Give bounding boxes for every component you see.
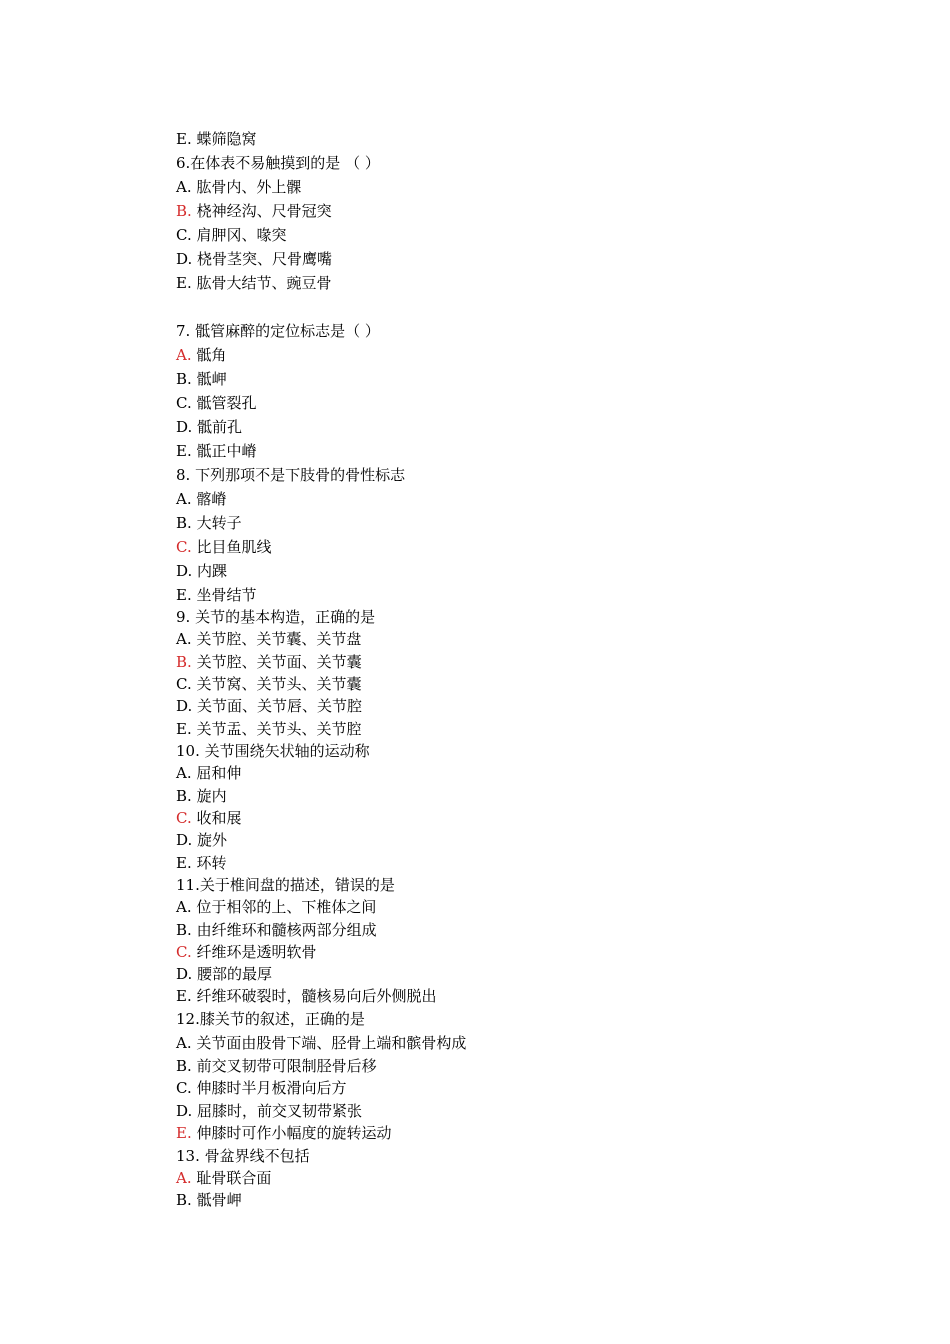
option-line (176, 986, 437, 1006)
option-text: 关节面、关节唇、关节腔 (192, 697, 363, 715)
option-text: 肩胛冈、喙突 (191, 226, 287, 244)
option-letter: A. (176, 764, 192, 782)
option-letter: C. (176, 675, 192, 693)
option-line (176, 513, 242, 533)
option-line (176, 1078, 347, 1098)
option-letter: E. (176, 720, 192, 738)
option-letter: C. (176, 394, 192, 412)
question-line (176, 321, 380, 341)
option-text: 屈和伸 (191, 764, 242, 782)
option-text: 桡骨茎突、尺骨鹰嘴 (192, 250, 333, 268)
option-letter: D. (176, 1102, 193, 1120)
option-text: 骶角 (191, 346, 227, 364)
option-text: 关节腔、关节囊、关节盘 (191, 630, 362, 648)
option-line (176, 1056, 377, 1076)
option-text: 骶前孔 (192, 418, 243, 436)
option-text: 由纤维环和髓核两部分组成 (191, 921, 377, 939)
option-text: 内踝 (192, 562, 228, 580)
option-text: 位于相邻的上、下椎体之间 (191, 898, 377, 916)
option-text: 骶骨岬 (191, 1191, 242, 1209)
option-line (176, 763, 241, 783)
answer-letter: A. (176, 346, 192, 364)
option-line (176, 369, 227, 389)
question-text: 10. 关节围绕矢状轴的运动称 (176, 742, 370, 760)
option-text: 坐骨结节 (191, 586, 257, 604)
option-letter: E. (176, 274, 192, 292)
question-line (176, 153, 380, 173)
option-text: 肱骨内、外上髁 (191, 178, 302, 196)
option-text: 环转 (191, 854, 227, 872)
option-letter: D. (176, 965, 193, 983)
option-letter: D. (176, 562, 193, 580)
question-text: 6.在体表不易触摸到的是 （ ） (176, 154, 380, 172)
option-line (176, 830, 227, 850)
option-text: 屈膝时，前交叉韧带紧张 (192, 1102, 363, 1120)
option-text: 蝶筛隐窝 (191, 130, 257, 148)
option-text: 收和展 (191, 809, 242, 827)
option-text: 纤维环破裂时，髓核易向后外侧脱出 (191, 987, 437, 1005)
option-letter: C. (176, 226, 192, 244)
option-letter: E. (176, 586, 192, 604)
answer-letter: C. (176, 538, 192, 556)
option-letter: A. (176, 490, 192, 508)
option-text: 伸膝时可作小幅度的旋转运动 (191, 1124, 392, 1142)
option-letter: B. (176, 514, 192, 532)
option-line (176, 489, 226, 509)
option-line (176, 225, 287, 245)
option-line (176, 537, 272, 557)
option-line (176, 853, 227, 873)
option-line (176, 441, 257, 461)
option-line (176, 585, 257, 605)
answer-letter: C. (176, 809, 192, 827)
option-line (176, 201, 332, 221)
option-letter: A. (176, 1034, 192, 1052)
option-line (176, 561, 227, 581)
option-line (176, 393, 257, 413)
question-text: 9. 关节的基本构造，正确的是 (176, 608, 376, 626)
option-line (176, 1101, 362, 1121)
option-text: 肱骨大结节、豌豆骨 (191, 274, 332, 292)
option-letter: D. (176, 418, 193, 436)
option-letter: B. (176, 370, 192, 388)
question-line (176, 465, 405, 485)
question-text: 8. 下列那项不是下肢骨的骨性标志 (176, 466, 406, 484)
question-line (176, 1146, 310, 1166)
option-line (176, 808, 242, 828)
option-line (176, 345, 226, 365)
option-letter: B. (176, 1191, 192, 1209)
option-line (176, 1168, 271, 1188)
question-text: 12.膝关节的叙述，正确的是 (176, 1010, 365, 1028)
option-text: 关节窝、关节头、关节囊 (191, 675, 362, 693)
option-line (176, 1190, 242, 1210)
option-line (176, 177, 301, 197)
option-line (176, 696, 362, 716)
option-line (176, 249, 332, 269)
option-line (176, 964, 272, 984)
option-letter: E. (176, 987, 192, 1005)
option-line (176, 129, 257, 149)
option-text: 关节盂、关节头、关节腔 (191, 720, 362, 738)
question-line (176, 1009, 365, 1029)
question-text: 7. 骶管麻醉的定位标志是（ ） (176, 322, 380, 340)
option-line (176, 629, 361, 649)
option-letter: E. (176, 130, 192, 148)
option-letter: B. (176, 787, 192, 805)
option-text: 腰部的最厚 (192, 965, 273, 983)
option-letter: B. (176, 921, 192, 939)
option-letter: D. (176, 250, 193, 268)
option-line (176, 1033, 466, 1053)
option-line (176, 786, 227, 806)
option-letter: D. (176, 697, 193, 715)
answer-letter: A. (176, 1169, 192, 1187)
answer-letter: C. (176, 943, 192, 961)
option-letter: E. (176, 854, 192, 872)
option-letter: B. (176, 1057, 192, 1075)
option-text: 骶岬 (191, 370, 227, 388)
option-letter: C. (176, 1079, 192, 1097)
option-text: 髂嵴 (191, 490, 227, 508)
option-text: 桡神经沟、尺骨冠突 (191, 202, 332, 220)
option-line (176, 897, 376, 917)
option-text: 伸膝时半月板滑向后方 (191, 1079, 347, 1097)
option-text: 关节腔、关节面、关节囊 (191, 653, 362, 671)
option-line (176, 652, 362, 672)
option-text: 骶正中嵴 (191, 442, 257, 460)
option-letter: A. (176, 630, 192, 648)
option-letter: A. (176, 178, 192, 196)
option-line (176, 417, 242, 437)
option-text: 耻骨联合面 (191, 1169, 272, 1187)
option-text: 前交叉韧带可限制胫骨后移 (191, 1057, 377, 1075)
option-letter: D. (176, 831, 193, 849)
option-line (176, 920, 377, 940)
option-line (176, 674, 362, 694)
option-text: 关节面由股骨下端、胫骨上端和髌骨构成 (191, 1034, 467, 1052)
question-line (176, 875, 395, 895)
option-text: 纤维环是透明软骨 (191, 943, 317, 961)
answer-letter: E. (176, 1124, 192, 1142)
question-text: 13. 骨盆界线不包括 (176, 1147, 310, 1165)
question-text: 11.关于椎间盘的描述，错误的是 (176, 876, 395, 894)
option-letter: E. (176, 442, 192, 460)
answer-letter: B. (176, 202, 192, 220)
option-line (176, 942, 317, 962)
question-line (176, 741, 370, 761)
option-text: 骶管裂孔 (191, 394, 257, 412)
option-line (176, 719, 362, 739)
option-letter: A. (176, 898, 192, 916)
answer-letter: B. (176, 653, 192, 671)
option-text: 比目鱼肌线 (191, 538, 272, 556)
option-line (176, 273, 332, 293)
option-text: 大转子 (191, 514, 242, 532)
option-line (176, 1123, 392, 1143)
option-text: 旋内 (191, 787, 227, 805)
option-text: 旋外 (192, 831, 228, 849)
question-line (176, 607, 375, 627)
